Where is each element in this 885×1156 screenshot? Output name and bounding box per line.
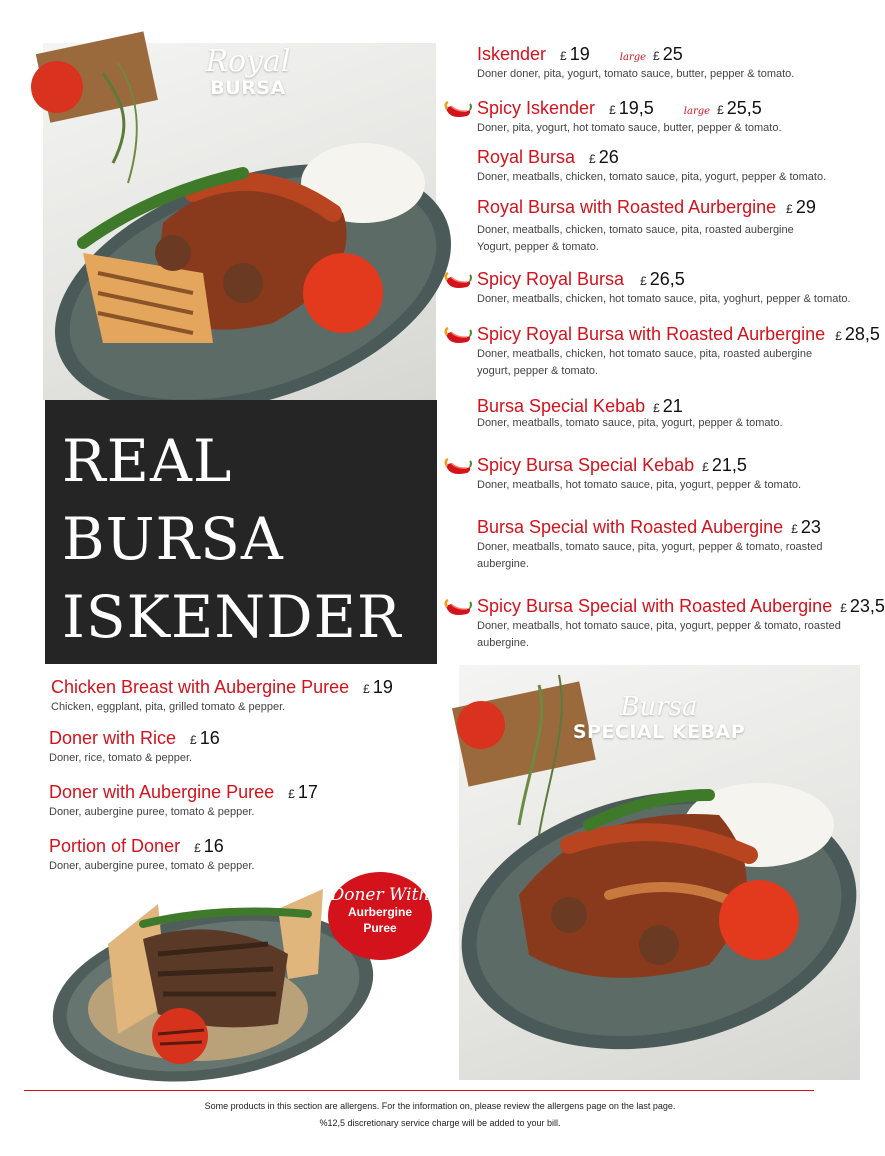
item-price: 26,5 (649, 269, 685, 289)
menu-item-bursa-special-kebab (477, 396, 783, 431)
currency-symbol: £ (609, 103, 616, 117)
currency-symbol: £ (653, 401, 660, 415)
badge-line-2: Puree (363, 921, 397, 935)
royal-bursa-photo (43, 43, 436, 400)
royal-script-label: Royal (205, 44, 291, 79)
section-title-line-1: REAL (62, 427, 233, 495)
chili-pepper-icon (443, 326, 473, 348)
menu-item-spicy-bursa-special-aubergine (477, 596, 885, 651)
currency-symbol: £ (363, 682, 370, 696)
menu-item-spicy-bursa-special-kebab (477, 455, 801, 493)
badge-line-1: Aurbergine (347, 905, 412, 919)
menu-item-chicken-breast (51, 677, 393, 715)
currency-symbol: £ (835, 329, 842, 343)
royal-bold-label: BURSA (210, 77, 286, 99)
item-price: 17 (297, 782, 318, 802)
item-name: Iskender (477, 44, 547, 64)
badge-script-label: Doner With (330, 885, 430, 905)
item-description: Doner, meatballs, tomato sauce, pita, yogurt, pepper & tomato, roasted (477, 541, 823, 553)
item-description: Doner doner, pita, yogurt, tomato sauce, butter, pepper & tomato. (477, 68, 795, 80)
currency-symbol: £ (190, 733, 197, 747)
currency-symbol: £ (640, 274, 647, 288)
currency-symbol: £ (786, 202, 793, 216)
item-description: Doner, aubergine puree, tomato & pepper. (49, 806, 255, 818)
item-description: Doner, aubergine puree, tomato & pepper. (49, 860, 255, 872)
item-name: Spicy Royal Bursa with Roasted Aurbergine (477, 324, 826, 344)
item-name: Chicken Breast with Aubergine Puree (51, 677, 350, 697)
item-description: Doner, meatballs, tomato sauce, pita, yogurt, pepper & tomato. (477, 417, 783, 429)
large-label: large (683, 106, 711, 117)
large-label: large (619, 52, 647, 63)
item-description: Doner, meatballs, hot tomato sauce, pita, yogurt, pepper & tomato. (477, 479, 802, 491)
item-price: 29 (795, 197, 816, 217)
menu-item-royal-bursa (477, 147, 826, 185)
item-price: 23,5 (849, 596, 885, 616)
special-kebap-caption (559, 693, 759, 743)
menu-item-spicy-royal-bursa-aubergine (477, 324, 880, 379)
item-price: 16 (203, 836, 224, 856)
service-charge-notice: %12,5 discretionary service charge will be added to your bill. (319, 1118, 561, 1128)
menu-item-spicy-royal-bursa (477, 269, 851, 307)
item-name: Spicy Royal Bursa (477, 269, 625, 289)
doner-aubergine-badge (328, 872, 432, 960)
menu-item-iskender (477, 44, 794, 82)
item-price: 21,5 (711, 455, 747, 475)
currency-symbol: £ (791, 522, 798, 536)
item-price: 23 (800, 517, 821, 537)
currency-symbol: £ (589, 152, 596, 166)
section-title-box (45, 400, 437, 664)
currency-symbol: £ (560, 49, 567, 63)
menu-item-portion-doner (49, 836, 254, 874)
item-price: 21 (662, 396, 683, 416)
menu-item-bursa-special-aubergine (477, 517, 822, 572)
item-name: Spicy Bursa Special Kebab (477, 455, 695, 475)
item-name: Bursa Special Kebab (477, 396, 646, 416)
item-name: Doner with Aubergine Puree (49, 782, 275, 802)
item-description: Yogurt, pepper & tomato. (477, 241, 599, 253)
currency-symbol: £ (653, 49, 660, 63)
item-large-price: 25 (662, 44, 683, 64)
item-price: 16 (199, 728, 220, 748)
item-description: Doner, meatballs, hot tomato sauce, pita, yogurt, pepper & tomato, roasted (477, 620, 841, 632)
item-name: Spicy Bursa Special with Roasted Aubergine (477, 596, 833, 616)
royal-bursa-caption (193, 44, 303, 99)
item-name: Portion of Doner (49, 836, 181, 856)
allergen-notice: Some products in this section are allergens. For the information on, please review the allergens page on the last page. (204, 1101, 676, 1111)
chili-pepper-icon (443, 598, 473, 620)
item-price: 19 (569, 44, 590, 64)
special-script-label: Bursa (620, 692, 698, 722)
currency-symbol: £ (194, 841, 201, 855)
item-price: 19 (372, 677, 393, 697)
item-description: Chicken, eggplant, pita, grilled tomato & pepper. (51, 701, 286, 713)
menu-item-spicy-iskender (477, 98, 782, 136)
item-price: 28,5 (844, 324, 880, 344)
menu-item-royal-bursa-aubergine (477, 197, 816, 255)
item-name: Doner with Rice (49, 728, 177, 748)
section-title-line-3: ISKENDER (62, 583, 402, 651)
item-description: Doner, meatballs, chicken, hot tomato sauce, pita, yoghurt, pepper & tomato. (477, 293, 851, 305)
item-name: Bursa Special with Roasted Aubergine (477, 517, 784, 537)
menu-item-doner-rice (49, 728, 220, 766)
menu-item-doner-aubergine (49, 782, 318, 820)
item-description: aubergine. (477, 637, 529, 649)
section-title-line-2: BURSA (62, 505, 284, 573)
item-description: yogurt, pepper & tomato. (477, 365, 599, 377)
item-description: Doner, rice, tomato & pepper. (49, 752, 193, 764)
item-description: Doner, pita, yogurt, hot tomato sauce, butter, pepper & tomato. (477, 122, 782, 134)
currency-symbol: £ (702, 460, 709, 474)
currency-symbol: £ (288, 787, 295, 801)
currency-symbol: £ (717, 103, 724, 117)
chili-pepper-icon (443, 457, 473, 479)
currency-symbol: £ (840, 601, 847, 615)
item-description: Doner, meatballs, chicken, tomato sauce, pita, yogurt, pepper & tomato. (477, 171, 827, 183)
item-description: aubergine. (477, 558, 529, 570)
item-large-price: 25,5 (726, 98, 762, 118)
item-name: Royal Bursa with Roasted Aurbergine (477, 197, 777, 217)
item-description: Doner, meatballs, chicken, tomato sauce, pita, roasted aubergine (477, 224, 794, 236)
item-description: Doner, meatballs, chicken, hot tomato sauce, pita, roasted aubergine (477, 348, 813, 360)
chili-pepper-icon (443, 271, 473, 293)
item-name: Royal Bursa (477, 147, 576, 167)
special-bold-label: SPECIAL KEBAP (572, 721, 746, 743)
chili-pepper-icon (443, 100, 473, 122)
item-price: 26 (598, 147, 619, 167)
item-price: 19,5 (618, 98, 654, 118)
bursa-special-kebap-photo (459, 665, 860, 1080)
item-name: Spicy Iskender (477, 98, 596, 118)
footer-divider (24, 1090, 814, 1091)
